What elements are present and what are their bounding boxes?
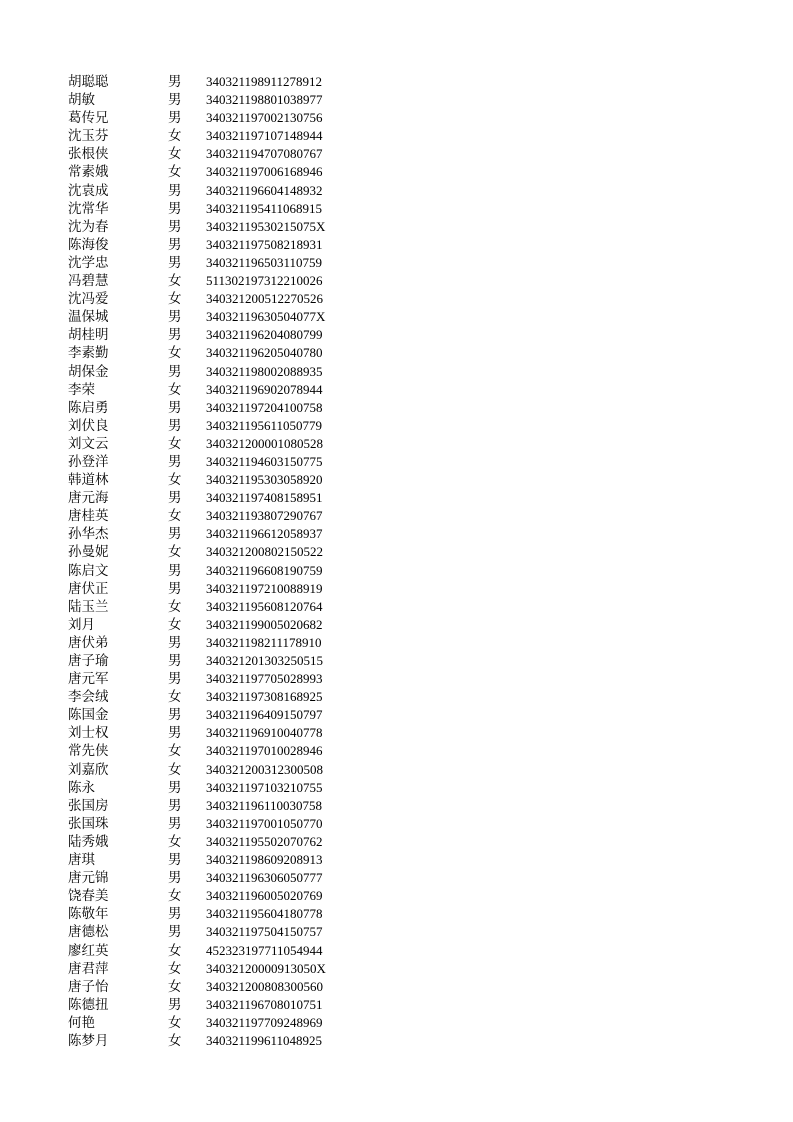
name-cell: 常先侠 [68,743,109,760]
gender-cell: 女 [168,833,182,850]
id-number-cell: 340321197204100758 [206,399,323,415]
gender-cell: 女 [168,435,182,452]
name-cell: 唐琪 [68,852,95,869]
table-row [68,489,368,507]
name-cell: 沈学忠 [68,254,109,271]
id-number-cell: 340321200808300560 [206,978,323,994]
gender-cell: 女 [168,888,182,905]
name-cell: 陈梦月 [68,1032,109,1049]
gender-cell: 男 [168,526,182,543]
table-row [68,706,368,724]
gender-cell: 男 [168,490,182,507]
name-cell: 陈敬年 [68,906,109,923]
gender-cell: 男 [168,634,182,651]
gender-cell: 女 [168,508,182,525]
id-number-cell: 340321198211178910 [206,634,322,650]
name-cell: 唐德松 [68,924,109,941]
id-number-cell: 340321196409150797 [206,707,323,723]
name-cell: 沈冯爱 [68,291,109,308]
gender-cell: 男 [168,580,182,597]
id-number-cell: 340321195411068915 [206,200,323,216]
name-cell: 唐伏弟 [68,634,109,651]
gender-cell: 男 [168,182,182,199]
table-row [68,381,368,399]
table-row [68,761,368,779]
id-number-cell: 340321194707080767 [206,146,323,162]
gender-cell: 男 [168,417,182,434]
gender-cell: 男 [168,924,182,941]
name-cell: 唐桂英 [68,508,109,525]
name-cell: 温保城 [68,309,109,326]
name-cell: 刘文云 [68,435,109,452]
gender-cell: 女 [168,544,182,561]
gender-cell: 男 [168,852,182,869]
name-cell: 陈永 [68,779,95,796]
name-cell: 饶春美 [68,888,109,905]
name-cell: 陆秀娥 [68,833,109,850]
gender-cell: 女 [168,273,182,290]
id-number-cell: 452323197711054944 [206,942,323,958]
name-cell: 沈常华 [68,200,109,217]
gender-cell: 男 [168,236,182,253]
gender-cell: 男 [168,92,182,109]
gender-cell: 男 [168,996,182,1013]
table-row [68,580,368,598]
gender-cell: 女 [168,146,182,163]
gender-cell: 男 [168,218,182,235]
table-row [68,435,368,453]
name-cell: 胡桂明 [68,327,109,344]
gender-cell: 女 [168,128,182,145]
table-row [68,616,368,634]
id-number-cell: 340321199611048925 [206,1032,323,1048]
gender-cell: 男 [168,74,182,90]
gender-cell: 男 [168,363,182,380]
id-number-cell: 340321195611050779 [206,417,323,433]
table-row [68,742,368,760]
table-row [68,91,368,109]
gender-cell: 男 [168,200,182,217]
id-number-cell: 340321197002130756 [206,110,323,126]
table-row [68,923,368,941]
id-number-cell: 340321198609208913 [206,852,323,868]
name-cell: 胡保金 [68,363,109,380]
table-row [68,145,368,163]
name-cell: 陆玉兰 [68,598,109,615]
gender-cell: 女 [168,164,182,181]
id-number-cell: 511302197312210026 [206,273,323,289]
table-row [68,634,368,652]
table-row [68,887,368,905]
gender-cell: 男 [168,779,182,796]
table-row [68,344,368,362]
gender-cell: 女 [168,472,182,489]
name-cell: 陈启文 [68,562,109,579]
gender-cell: 男 [168,653,182,669]
table-row [68,399,368,417]
table-row [68,779,368,797]
name-cell: 唐伏正 [68,580,109,597]
name-cell: 沈为春 [68,218,109,235]
table-row [68,73,368,91]
gender-cell: 男 [168,906,182,923]
id-number-cell: 340321201303250515 [206,653,323,668]
name-cell: 刘嘉欣 [68,761,109,778]
name-cell: 陈启勇 [68,399,109,416]
id-number-cell: 340321197709248969 [206,1014,323,1030]
name-cell: 李会绒 [68,689,109,706]
name-cell: 韩道林 [68,472,109,489]
table-row [68,942,368,960]
gender-cell: 女 [168,1032,182,1049]
table-row [68,652,368,670]
gender-cell: 男 [168,725,182,742]
id-number-cell: 340321198911278912 [206,74,323,89]
gender-cell: 女 [168,381,182,398]
gender-cell: 男 [168,254,182,271]
table-row [68,670,368,688]
table-row [68,109,368,127]
id-number-cell: 340321195608120764 [206,598,323,614]
table-row [68,453,368,471]
table-row [68,815,368,833]
table-row [68,724,368,742]
table-row [68,598,368,616]
table-row [68,326,368,344]
gender-cell: 男 [168,562,182,579]
table-row [68,218,368,236]
table-row [68,978,368,996]
id-number-cell: 340321196503110759 [206,254,323,270]
name-cell: 胡聪聪 [68,74,109,90]
table-row [68,833,368,851]
table-row [68,851,368,869]
name-cell: 唐元军 [68,671,109,688]
id-number-cell: 340321198002088935 [206,363,323,379]
table-row [68,471,368,489]
gender-cell: 女 [168,291,182,308]
id-number-cell: 340321197308168925 [206,689,323,705]
gender-cell: 女 [168,960,182,977]
id-number-cell: 340321200802150522 [206,544,323,560]
name-cell: 张国珠 [68,815,109,832]
gender-cell: 男 [168,327,182,344]
table-row [68,363,368,381]
id-number-cell: 340321195303058920 [206,472,323,488]
gender-cell: 男 [168,309,182,326]
gender-cell: 女 [168,743,182,760]
id-number-cell: 340321196005020769 [206,888,323,904]
name-cell: 唐元锦 [68,870,109,887]
table-row [68,525,368,543]
id-number-cell: 34032119630504077X [206,309,326,325]
name-cell: 陈海俊 [68,236,109,253]
id-number-cell: 340321196306050777 [206,870,323,886]
name-cell: 唐子瑜 [68,653,109,669]
table-row [68,869,368,887]
id-number-cell: 340321197103210755 [206,779,323,795]
gender-cell: 男 [168,453,182,470]
name-cell: 陈德扭 [68,996,109,1013]
id-number-cell: 340321194603150775 [206,453,323,469]
table-row [68,236,368,254]
gender-cell: 男 [168,797,182,814]
gender-cell: 女 [168,345,182,362]
name-cell: 唐元海 [68,490,109,507]
id-number-cell: 340321196110030758 [206,797,323,813]
id-number-cell: 340321197107148944 [206,128,323,144]
name-cell: 李素勤 [68,345,109,362]
id-number-cell: 340321200312300508 [206,761,323,777]
table-row [68,996,368,1014]
gender-cell: 女 [168,1014,182,1031]
table-row [68,507,368,525]
table-row [68,905,368,923]
table-row [68,1014,368,1032]
id-number-cell: 340321200001080528 [206,435,323,451]
table-row [68,562,368,580]
table-row [68,254,368,272]
id-number-cell: 340321199005020682 [206,616,323,632]
id-number-cell: 34032119530215075X [206,218,326,234]
id-number-cell: 340321198801038977 [206,92,323,108]
gender-cell: 女 [168,761,182,778]
id-number-cell: 340321196205040780 [206,345,323,361]
id-number-cell: 340321196708010751 [206,996,323,1012]
id-number-cell: 340321196910040778 [206,725,323,741]
table-row [68,797,368,815]
name-cell: 李荣 [68,381,95,398]
name-cell: 沈玉芬 [68,128,109,145]
id-number-cell: 340321197010028946 [206,743,323,759]
id-number-cell: 340321196204080799 [206,327,323,343]
id-number-cell: 340321200512270526 [206,291,323,307]
name-cell: 葛传兄 [68,110,109,127]
table-row [68,290,368,308]
id-number-cell: 340321196604148932 [206,182,323,198]
name-cell: 冯碧慧 [68,273,109,290]
id-number-cell: 340321197504150757 [206,924,323,940]
id-number-cell: 340321196608190759 [206,562,323,578]
gender-cell: 男 [168,815,182,832]
table-row [68,163,368,181]
gender-cell: 男 [168,399,182,416]
gender-cell: 女 [168,942,182,959]
id-number-cell: 340321196612058937 [206,526,323,542]
table-row [68,200,368,218]
name-cell: 张根侠 [68,146,109,163]
table-row [68,543,368,561]
gender-cell: 女 [168,978,182,995]
gender-cell: 男 [168,707,182,724]
id-number-cell: 340321195604180778 [206,906,323,922]
name-cell: 孙华杰 [68,526,109,543]
name-cell: 何艳 [68,1014,95,1031]
id-number-cell: 340321197408158951 [206,490,323,506]
name-cell: 胡敏 [68,92,95,109]
name-cell: 孙曼妮 [68,544,109,561]
id-number-cell: 340321197001050770 [206,815,323,831]
table-row [68,1032,368,1050]
table-row [68,417,368,435]
name-cell: 陈国金 [68,707,109,724]
id-number-cell: 34032120000913050X [206,960,326,976]
id-number-cell: 340321197508218931 [206,236,323,252]
roster-table [68,73,368,1050]
table-row [68,688,368,706]
gender-cell: 女 [168,689,182,706]
name-cell: 唐子怡 [68,978,109,995]
gender-cell: 女 [168,616,182,633]
id-number-cell: 340321197006168946 [206,164,323,180]
name-cell: 廖红英 [68,942,109,959]
id-number-cell: 340321195502070762 [206,833,323,849]
name-cell: 刘士权 [68,725,109,742]
table-row [68,308,368,326]
table-row [68,272,368,290]
table-row [68,960,368,978]
id-number-cell: 340321197210088919 [206,580,323,596]
id-number-cell: 340321197705028993 [206,671,323,687]
name-cell: 张国房 [68,797,109,814]
gender-cell: 男 [168,870,182,887]
name-cell: 孙登洋 [68,453,109,470]
gender-cell: 男 [168,671,182,688]
name-cell: 常素娥 [68,164,109,181]
name-cell: 唐君萍 [68,960,109,977]
name-cell: 刘月 [68,616,95,633]
gender-cell: 男 [168,110,182,127]
table-row [68,127,368,145]
id-number-cell: 340321193807290767 [206,508,323,524]
name-cell: 沈袁成 [68,182,109,199]
table-row [68,182,368,200]
gender-cell: 女 [168,598,182,615]
name-cell: 刘伏良 [68,417,109,434]
id-number-cell: 340321196902078944 [206,381,323,397]
